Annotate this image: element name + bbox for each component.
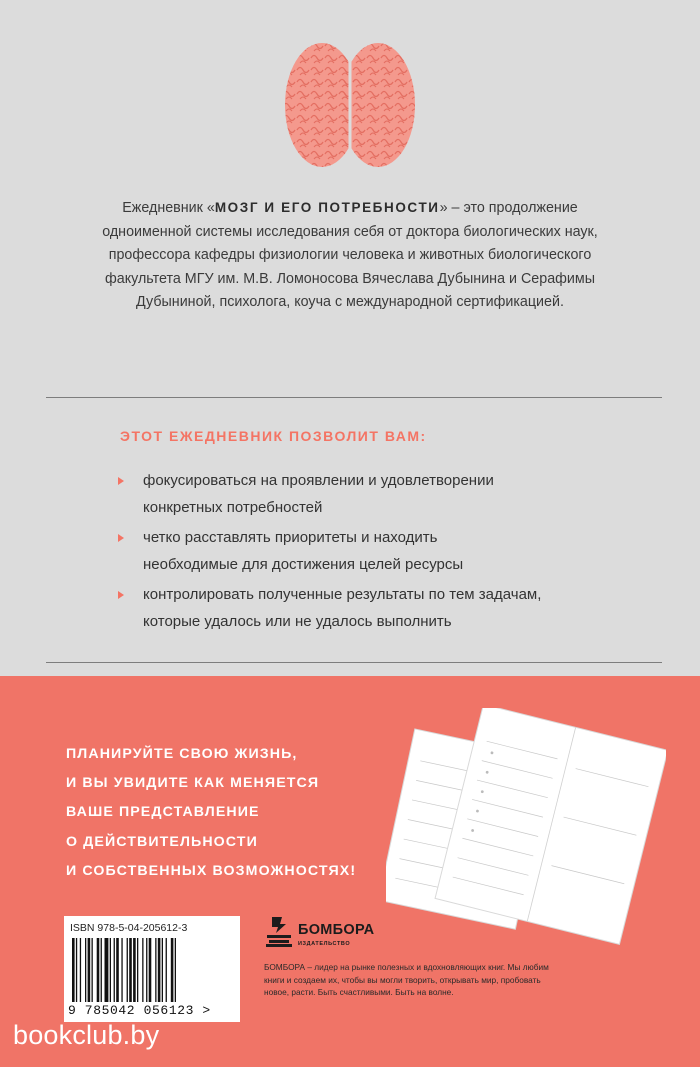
benefit-line: необходимые для достижения целей ресурсы xyxy=(143,556,464,573)
benefits-title: ЭТОТ ЕЖЕДНЕВНИК ПОЗВОЛИТ ВАМ: xyxy=(120,428,427,444)
planner-pages-illustration xyxy=(386,708,666,958)
benefit-line: фокусироваться на проявлении и удовлетворении xyxy=(143,472,494,489)
barcode xyxy=(70,938,234,1002)
divider-bottom xyxy=(46,662,662,663)
benefit-line: контролировать полученные результаты по тем задачам, xyxy=(143,586,542,603)
isbn-barcode-box xyxy=(64,916,240,1022)
slogan-line: ПЛАНИРУЙТЕ СВОЮ ЖИЗНЬ, xyxy=(66,746,298,762)
publisher-subtitle: ИЗДАТЕЛЬСТВО xyxy=(298,941,351,947)
intro-prefix: Ежедневник « xyxy=(122,200,215,216)
slogan xyxy=(66,740,386,886)
intro-suffix: » – xyxy=(439,200,460,216)
slogan-line: О ДЕЙСТВИТЕЛЬНОСТИ xyxy=(66,833,258,850)
divider-top xyxy=(46,397,662,398)
isbn-label: ISBN 978-5-04-205612-3 xyxy=(70,922,188,934)
brain-illustration xyxy=(282,40,418,170)
slogan-line: И ВЫ УВИДИТЕ КАК МЕНЯЕТСЯ xyxy=(66,775,320,792)
triangle-bullet-icon xyxy=(118,534,124,542)
barcode-digits: 9 785042 056123 > xyxy=(68,1003,211,1018)
list-item xyxy=(116,467,616,521)
triangle-bullet-icon xyxy=(118,477,124,485)
benefit-line: четко расставлять приоритеты и находить xyxy=(143,529,438,546)
intro-paragraph xyxy=(90,196,610,315)
list-item xyxy=(116,581,616,635)
benefit-line: которые удалось или не удалось выполнить xyxy=(143,613,452,630)
intro-body: это продолжение одноименной системы исследования себя от доктора биологических наук, профессора кафедры физиологии человека и животных биологического факультета МГУ им. М.В. Ломоносова Вячеслава Дубынина и Серафимы Дубыниной, психолога, коуча с международной сертификацией. xyxy=(102,200,598,311)
diary-title: МОЗГ И ЕГО ПОТРЕБНОСТИ xyxy=(214,200,440,215)
publisher-description: БОМБОРА – лидер на рынке полезных и вдохновляющих книг. Мы любим книги и создаем их, чтобы вы могли творить, открывать мир, пробовать новое, расти. Быть счастливыми. Быть на волне. xyxy=(264,962,549,998)
publisher-name: БОМБОРА xyxy=(298,922,375,938)
list-item xyxy=(116,524,616,578)
watermark: bookclub.by xyxy=(13,1020,160,1050)
benefit-line: конкретных потребностей xyxy=(143,499,323,516)
triangle-bullet-icon xyxy=(118,591,124,599)
slogan-line: ВАШЕ ПРЕДСТАВЛЕНИЕ xyxy=(66,804,260,821)
benefits-list xyxy=(116,467,616,638)
bombora-logo xyxy=(264,915,294,947)
slogan-line: И СОБСТВЕННЫХ ВОЗМОЖНОСТЯХ! xyxy=(66,862,357,879)
